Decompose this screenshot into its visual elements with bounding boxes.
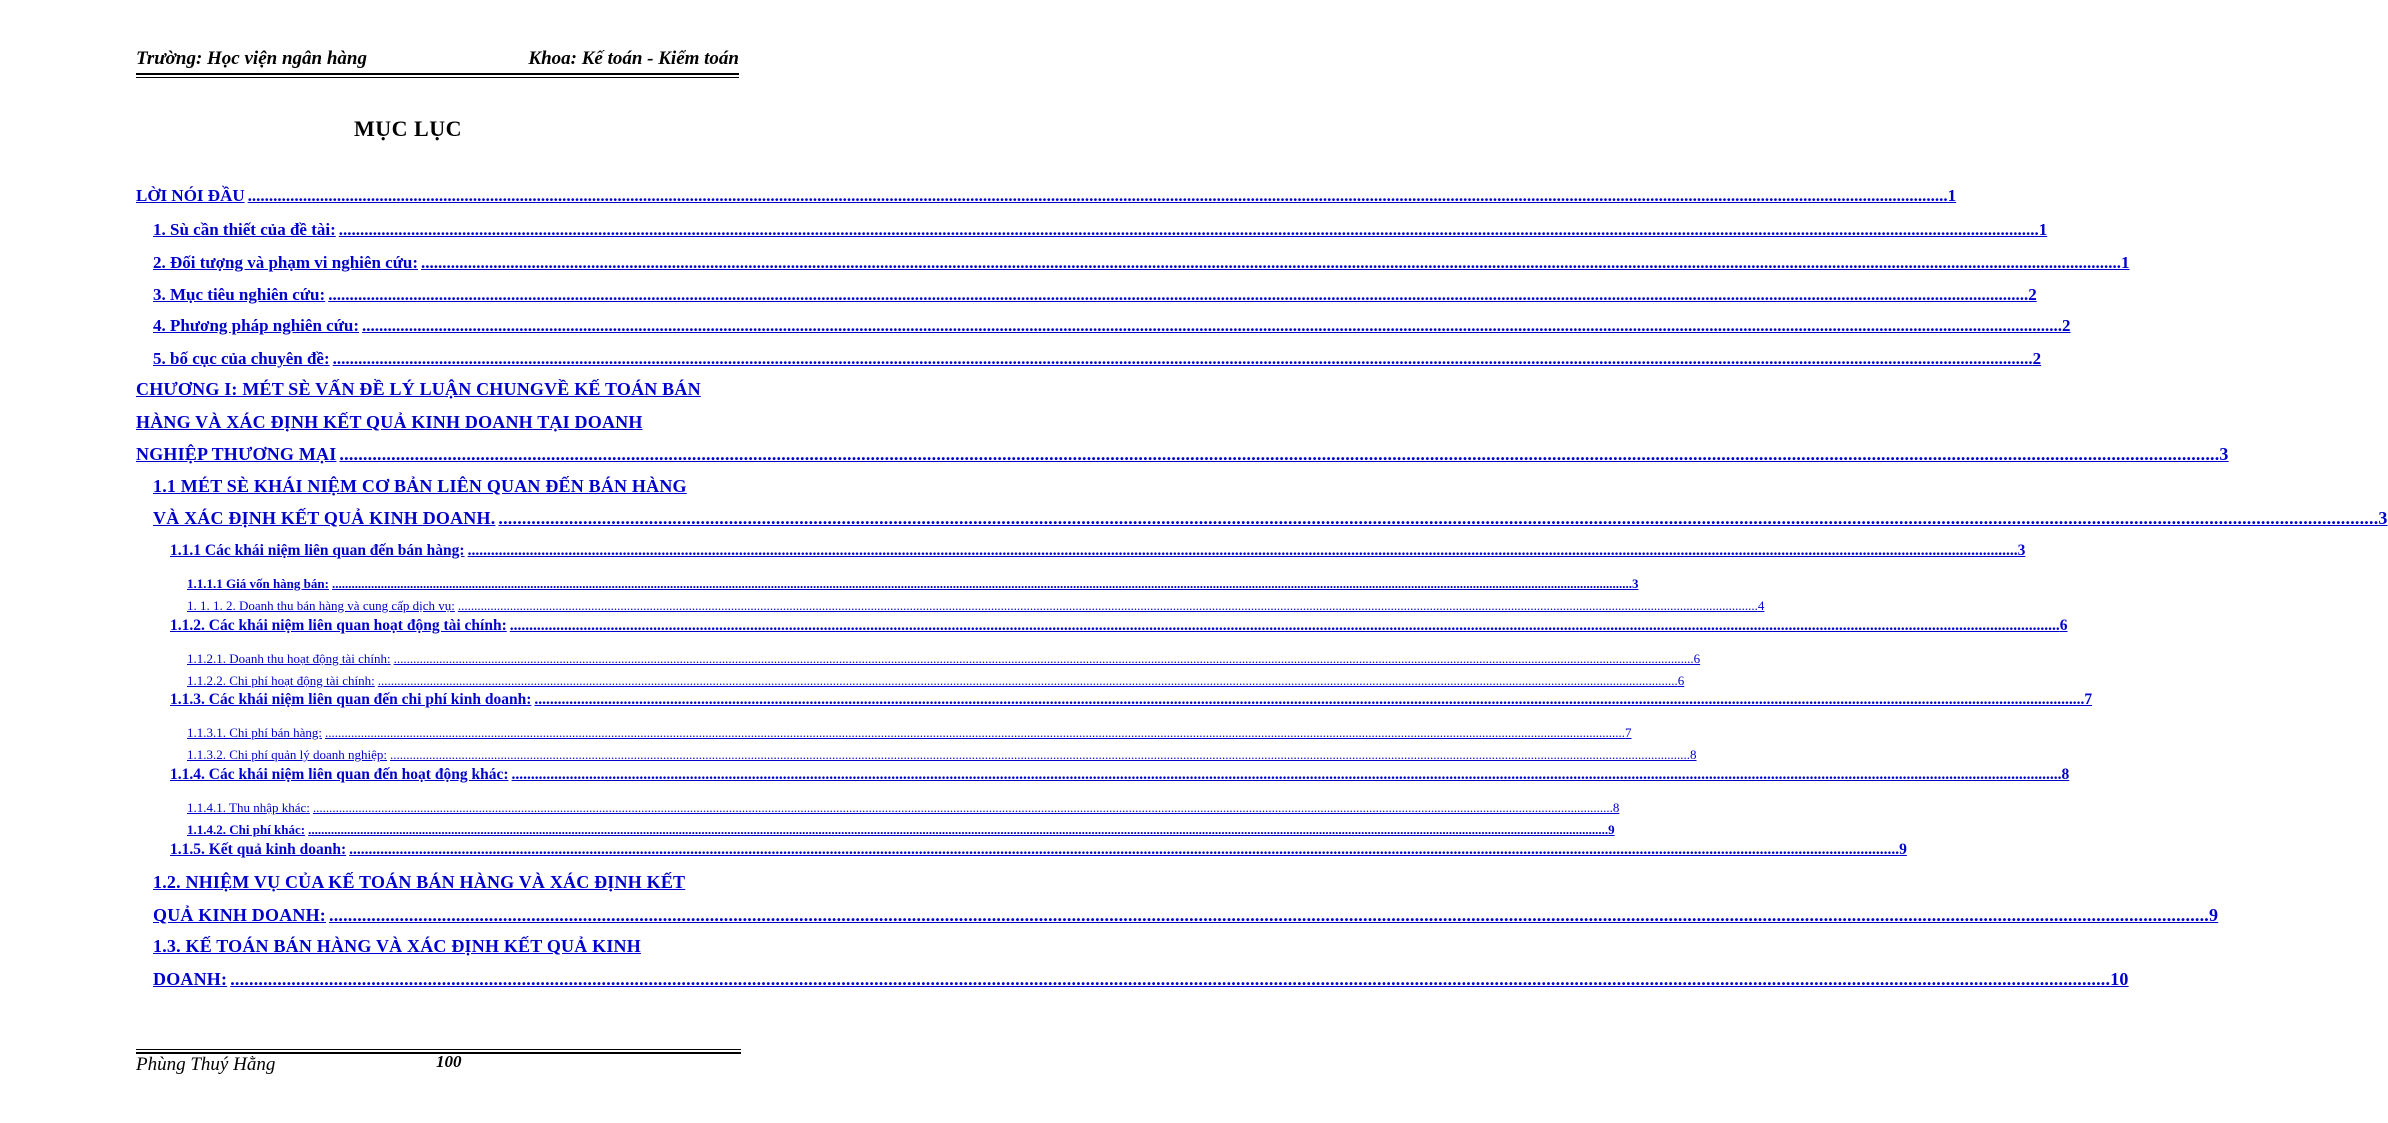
toc-entry-page: 1 (2038, 220, 2048, 239)
toc-entry-page: 6 (1677, 673, 1685, 688)
toc-entry-page: 7 (2084, 691, 2093, 708)
toc-entry-1-1-3-1[interactable]: 1.1.3.1. Chi phí bán hàng: ................................................................................................................................................................................................................................................................................................................................................................................................................ 7 (187, 725, 1632, 740)
toc-entry-title: 1.1.2.1. Doanh thu hoạt động tài chính: (187, 651, 391, 666)
toc-entry-page: 2 (2032, 349, 2042, 368)
toc-entry-page: 9 (1608, 822, 1615, 837)
page-title: MỤC LỤC (354, 116, 462, 141)
toc-entry-1-1-2[interactable]: 1.1.2. Các khái niệm liên quan hoạt động tài chính: ................................................................................................................................................................................................................................................................................................................................................................................................................ 6 (170, 617, 2068, 634)
toc-entry-page: 8 (1612, 800, 1620, 815)
toc-chapter-1-line-3[interactable]: NGHIỆP THƯƠNG MẠI ................................................................................................................................................................................................................................................................................................................................................................................................................ 3 (136, 444, 2229, 464)
header-school: Trường: Học viện ngân hàng (136, 48, 367, 69)
footer-rule-thin (136, 1049, 741, 1050)
toc-entry-title: 1.1.3.2. Chi phí quản lý doanh nghiệp: (187, 747, 388, 762)
toc-entry-title: 1.1.4.2. Chi phí khác: (187, 822, 306, 837)
toc-entry-title: 1.1.1.1 Giá vốn hàng bán: (187, 576, 329, 591)
toc-entry-page: 7 (1625, 725, 1632, 740)
toc-entry-page: 3 (1631, 576, 1639, 591)
toc-entry-title: 1.1.3.1. Chi phí bán hàng: (187, 725, 323, 740)
toc-entry-1-1-2-2[interactable]: 1.1.2.2. Chi phí hoạt động tài chính: ................................................................................................................................................................................................................................................................................................................................................................................................................ 6 (187, 673, 1685, 688)
toc-entry-page: 3 (2378, 508, 2388, 528)
toc-entry-page: 8 (1690, 747, 1697, 762)
toc-entry-1[interactable]: 1. Sù cần thiết của đề tài: ................................................................................................................................................................................................................................................................................................................................................................................................................ 1 (153, 220, 2048, 239)
toc-entry-title: 1.1.3. Các khái niệm liên quan đến chi phí kinh doanh: (170, 691, 532, 708)
toc-entry-title: NGHIỆP THƯƠNG MẠI (136, 444, 337, 464)
toc-entry-title: 4. Phương pháp nghiên cứu: (153, 316, 360, 335)
toc-entry-title: 1.1.4.1. Thu nhập khác: (187, 800, 310, 815)
toc-entry-1-1-3[interactable]: 1.1.3. Các khái niệm liên quan đến chi phí kinh doanh: ................................................................................................................................................................................................................................................................................................................................................................................................................ 7 (170, 691, 2093, 708)
toc-entry-5[interactable]: 5. bố cục của chuyên đề: ................................................................................................................................................................................................................................................................................................................................................................................................................ 2 (153, 349, 2042, 368)
toc-chapter-1-line-1[interactable]: CHƯƠNG I: MÉT SÈ VẤN ĐỀ LÝ LUẬN CHUNGVỀ KẾ TOÁN BÁN (136, 379, 701, 399)
toc-entry-1-1-4[interactable]: 1.1.4. Các khái niệm liên quan đến hoạt động khác: ................................................................................................................................................................................................................................................................................................................................................................................................................ 8 (170, 766, 2070, 783)
toc-entry-title: VÀ XÁC ĐỊNH KẾT QUẢ KINH DOANH. (153, 508, 496, 528)
toc-entry-page: 3 (2017, 542, 2026, 559)
toc-section-1-1-line-1[interactable]: 1.1 MÉT SÈ KHÁI NIỆM CƠ BẢN LIÊN QUAN ĐẾN BÁN HÀNG (153, 476, 687, 496)
toc-section-1-2-line-2[interactable]: QUẢ KINH DOANH: ................................................................................................................................................................................................................................................................................................................................................................................................................ 9 (153, 905, 2219, 925)
toc-entry-4[interactable]: 4. Phương pháp nghiên cứu: ................................................................................................................................................................................................................................................................................................................................................................................................................ 2 (153, 316, 2071, 335)
toc-entry-page: 9 (1899, 841, 1907, 858)
toc-entry-title: 1.1.4. Các khái niệm liên quan đến hoạt động khác: (170, 766, 509, 783)
toc-entry-page: 6 (1693, 651, 1701, 666)
toc-entry-2[interactable]: 2. Đối tượng và phạm vi nghiên cứu: ................................................................................................................................................................................................................................................................................................................................................................................................................ 1 (153, 253, 2130, 272)
toc-entry-1-1-1-1[interactable]: 1.1.1.1 Giá vốn hàng bán: ................................................................................................................................................................................................................................................................................................................................................................................................................ 3 (187, 576, 1639, 591)
toc-entry-title: 5. bố cục của chuyên đề: (153, 349, 330, 368)
toc-entry-page: 10 (2110, 969, 2129, 989)
toc-entry-title: 1.1.5. Kết quả kinh doanh: (170, 841, 347, 858)
toc-entry-title: 1.1.1 Các khái niệm liên quan đến bán hàng: (170, 542, 465, 559)
toc-entry-title: DOANH: (153, 969, 228, 989)
toc-entry-1-1-2-1[interactable]: 1.1.2.1. Doanh thu hoạt động tài chính: ................................................................................................................................................................................................................................................................................................................................................................................................................ 6 (187, 651, 1701, 666)
toc-entry-title: 2. Đối tượng và phạm vi nghiên cứu: (153, 253, 419, 272)
toc-entry-page: 3 (2219, 444, 2229, 464)
toc-section-1-3-line-1[interactable]: 1.3. KẾ TOÁN BÁN HÀNG VÀ XÁC ĐỊNH KẾT QUẢ KINH (153, 936, 641, 956)
toc-entry-page: 1 (2121, 253, 2130, 272)
toc-entry-title: 1.1.2.2. Chi phí hoạt động tài chính: (187, 673, 375, 688)
toc-entry-title: 1. Sù cần thiết của đề tài: (153, 220, 336, 239)
toc-entry-title: QUẢ KINH DOANH: (153, 905, 326, 925)
toc-section-1-2-line-1[interactable]: 1.2. NHIỆM VỤ CỦA KẾ TOÁN BÁN HÀNG VÀ XÁC ĐỊNH KẾT (153, 872, 686, 892)
toc-entry-loi-noi-dau[interactable]: LỜI NÓI ĐẦU ................................................................................................................................................................................................................................................................................................................................................................................................................ 1 (136, 186, 1957, 205)
header-department: Khoa: Kế toán - Kiểm toán (528, 48, 739, 69)
toc-section-1-3-line-2[interactable]: DOANH: ................................................................................................................................................................................................................................................................................................................................................................................................................ 10 (153, 969, 2129, 989)
toc-entry-page: 4 (1757, 598, 1765, 613)
toc-entry-page: 2 (2028, 285, 2037, 304)
toc-entry-page: 9 (2209, 905, 2219, 925)
page-footer (136, 1046, 741, 1086)
toc-entry-1-1-1-2[interactable]: 1. 1. 1. 2. Doanh thu bán hàng và cung cấp dịch vụ: ................................................................................................................................................................................................................................................................................................................................................................................................................ 4 (187, 598, 1765, 613)
toc-entry-title: 1.1.2. Các khái niệm liên quan hoạt động tài chính: (170, 617, 507, 634)
toc-entry-title: LỜI NÓI ĐẦU (136, 186, 245, 205)
toc-section-1-1-line-2[interactable]: VÀ XÁC ĐỊNH KẾT QUẢ KINH DOANH. ................................................................................................................................................................................................................................................................................................................................................................................................................ 3 (153, 508, 2388, 528)
toc-chapter-1-line-2[interactable]: HÀNG VÀ XÁC ĐỊNH KẾT QUẢ KINH DOANH TẠI DOANH (136, 412, 643, 432)
toc-entry-page: 6 (2059, 617, 2068, 634)
footer-page-number: 100 (436, 1052, 462, 1071)
toc-entry-page: 8 (2061, 766, 2070, 783)
toc-entry-1-1-1[interactable]: 1.1.1 Các khái niệm liên quan đến bán hàng: ................................................................................................................................................................................................................................................................................................................................................................................................................ 3 (170, 542, 2026, 559)
toc-entry-3[interactable]: 3. Mục tiêu nghiên cứu: ................................................................................................................................................................................................................................................................................................................................................................................................................ 2 (153, 285, 2037, 304)
toc-entry-page: 1 (1947, 186, 1957, 205)
toc-entry-1-1-3-2[interactable]: 1.1.3.2. Chi phí quản lý doanh nghiệp: ................................................................................................................................................................................................................................................................................................................................................................................................................ 8 (187, 747, 1697, 762)
footer-author: Phùng Thuý Hằng (136, 1054, 276, 1075)
toc-entry-1-1-5[interactable]: 1.1.5. Kết quả kinh doanh: ................................................................................................................................................................................................................................................................................................................................................................................................................ 9 (170, 841, 1907, 858)
toc-entry-title: 1. 1. 1. 2. Doanh thu bán hàng và cung cấp dịch vụ: (187, 598, 455, 613)
toc-entry-1-1-4-2[interactable]: 1.1.4.2. Chi phí khác: ................................................................................................................................................................................................................................................................................................................................................................................................................ 9 (187, 822, 1615, 837)
toc-entry-title: 3. Mục tiêu nghiên cứu: (153, 285, 326, 304)
toc-entry-1-1-4-1[interactable]: 1.1.4.1. Thu nhập khác: ................................................................................................................................................................................................................................................................................................................................................................................................................ 8 (187, 800, 1620, 815)
toc-entry-page: 2 (2062, 316, 2071, 335)
